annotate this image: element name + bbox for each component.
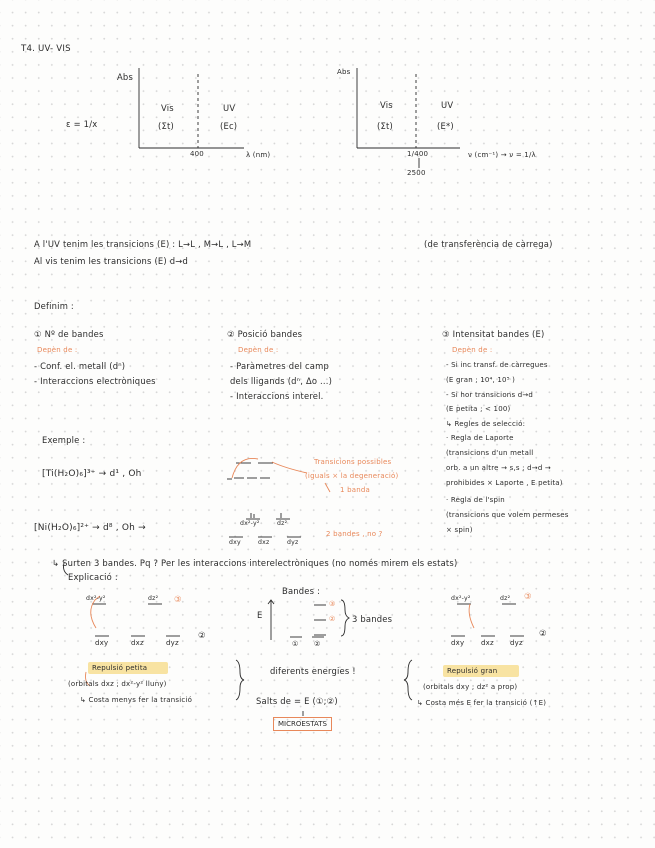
t2g-label: dyz xyxy=(287,539,299,546)
explicacio-label: Explicació : xyxy=(68,572,118,582)
graph2-uv-sub: (E*) xyxy=(437,121,454,131)
col2-item: - Interaccions interel. xyxy=(230,391,324,401)
different-energies: diferents energies ! xyxy=(270,666,356,676)
left-t2g-label: dxz xyxy=(131,639,144,647)
repulsio-petita: Repulsió petita xyxy=(92,664,148,672)
right-eg-label: dz² xyxy=(500,595,511,602)
graph1-vis-sub: (Σt) xyxy=(158,121,174,131)
graph1-tick: 400 xyxy=(190,150,204,158)
col2-title: ② Posició bandes xyxy=(227,329,303,339)
col3-depen: Depèn de : xyxy=(452,346,493,354)
t2g-label: dxz xyxy=(258,539,270,546)
ni-note: 2 bandes , no ? xyxy=(326,530,383,538)
right-num: ③ xyxy=(524,591,532,601)
graph2-uv-label: UV xyxy=(441,100,454,110)
left-num: ③ xyxy=(174,594,182,604)
graph2-xlabel: ν (cm⁻¹) → ν = 1/λ xyxy=(468,151,536,159)
col3-item: × spin) xyxy=(446,526,473,534)
col3-item: · Regla de Laporte xyxy=(446,434,514,442)
col2-item: - Paràmetres del camp xyxy=(230,361,329,371)
col2-depen: Depèn de : xyxy=(238,346,279,354)
col3-item: orb. a un altre → s,s ; d→d → xyxy=(446,464,551,472)
graph2-vis-label: Vis xyxy=(380,100,393,110)
left-num2: ② xyxy=(198,630,206,640)
right-t2g-label: dyz xyxy=(510,639,523,647)
three-bands-label: 3 bandes xyxy=(352,614,393,624)
col3-item: ↳ Regles de selecció: xyxy=(446,420,526,428)
ni-formula: [Ni(H₂O)₆]²⁺ → d⁸ , Oh → xyxy=(34,523,146,533)
col1-item: - Interaccions electròniques xyxy=(34,376,156,386)
right-t2g-label: dxy xyxy=(451,639,465,647)
left-t2g-label: dyz xyxy=(166,639,179,647)
bottom-left-line2: (orbitals dxz ; dx²-y² lluny) xyxy=(68,680,167,688)
left-eg-label: dz² xyxy=(148,595,159,602)
uv-note: (de transferència de càrrega) xyxy=(424,239,553,249)
col3-item: (E gran ; 10⁴, 10⁵ ) xyxy=(446,376,516,384)
t2g-label: dxy xyxy=(229,539,241,546)
definim-label: Definim : xyxy=(34,301,74,311)
left-t2g-label: dxy xyxy=(95,639,109,647)
graph1-vis-label: Vis xyxy=(161,103,174,113)
graph1-uv-sub: (Ec) xyxy=(220,121,238,131)
col3-item: - Si hor transicions d→d xyxy=(446,391,534,399)
graph2-tick: 1/400 xyxy=(407,150,429,158)
col3-item: (transicions d'un metall xyxy=(446,449,534,457)
uv-transitions: A l'UV tenim les transicions (E) : L→L , M→L , L→M xyxy=(34,239,252,249)
page-title: T4. UV- VIS xyxy=(21,44,71,54)
vis-transitions: Al vis tenim les transicions (E) d→d xyxy=(34,256,189,266)
graph1-ylabel: Abs xyxy=(117,72,134,82)
energy-axis-label: E xyxy=(257,610,263,620)
band-label: ② xyxy=(329,615,336,623)
ti-note: Transicions possibles xyxy=(314,458,392,466)
graph2-tick-below: 2500 xyxy=(407,169,426,177)
bottom-label: ① xyxy=(292,640,299,648)
graph2-vis-sub: (Σt) xyxy=(377,121,393,131)
col1-title: ① Nº de bandes xyxy=(34,329,104,339)
col1-depen: Depèn de : xyxy=(37,346,78,354)
bottom-left-line3: ↳ Costa menys fer la transició xyxy=(80,696,193,704)
col3-item: (transicions que volem permeses xyxy=(446,511,569,519)
three-bands-line: ↳ Surten 3 bandes. Pq ? Per les interaccions interelectròniques (no només mirem els estats) xyxy=(52,558,458,568)
eg-label: dx²-y² xyxy=(240,520,260,527)
graph2-ylabel: Abs xyxy=(337,68,351,76)
bandes-title: Bandes : xyxy=(282,586,321,596)
graph1-uv-label: UV xyxy=(223,103,236,113)
col2-item: dels lligands (dⁿ, Δo ...) xyxy=(230,376,333,386)
ti-note: (iguals × la degeneració) xyxy=(305,472,399,480)
right-t2g-label: dxz xyxy=(481,639,494,647)
microestats-box: MICROESTATS xyxy=(273,717,332,731)
bottom-right-line2: (orbitals dxy ; dz² a prop) xyxy=(423,683,518,691)
salts-line: Salts de = E (①;②) xyxy=(256,696,338,706)
col3-item: · Regla de l'spin xyxy=(446,496,505,504)
repulsio-gran: Repulsió gran xyxy=(447,667,498,675)
ti-note: 1 banda xyxy=(340,486,370,494)
eg-label: dz² xyxy=(277,520,288,527)
band-label: ③ xyxy=(329,600,336,608)
col3-item: prohibides × Laporte , E petita) xyxy=(446,479,563,487)
right-num2: ② xyxy=(539,628,547,638)
example-label: Exemple : xyxy=(42,435,86,445)
left-eg-label: dx²-y² xyxy=(86,595,106,602)
bottom-right-line3: ↳ Costa més E fer la transició (↑E) xyxy=(417,699,547,707)
col3-item: (E petita ; < 100) xyxy=(446,405,511,413)
graph1-epsilon: ε = 1/x xyxy=(66,119,98,129)
bottom-label: ② xyxy=(314,640,321,648)
right-eg-label: dx²-y² xyxy=(451,595,471,602)
ti-formula: [Ti(H₂O)₆]³⁺ → d¹ , Oh xyxy=(42,469,142,479)
col3-item: - Si inc transf. de càrregues xyxy=(446,361,548,369)
col1-item: - Conf. el. metall (dⁿ) xyxy=(34,361,126,371)
graph1-xlabel: λ (nm) xyxy=(246,151,271,159)
col3-title: ③ Intensitat bandes (E) xyxy=(442,329,545,339)
